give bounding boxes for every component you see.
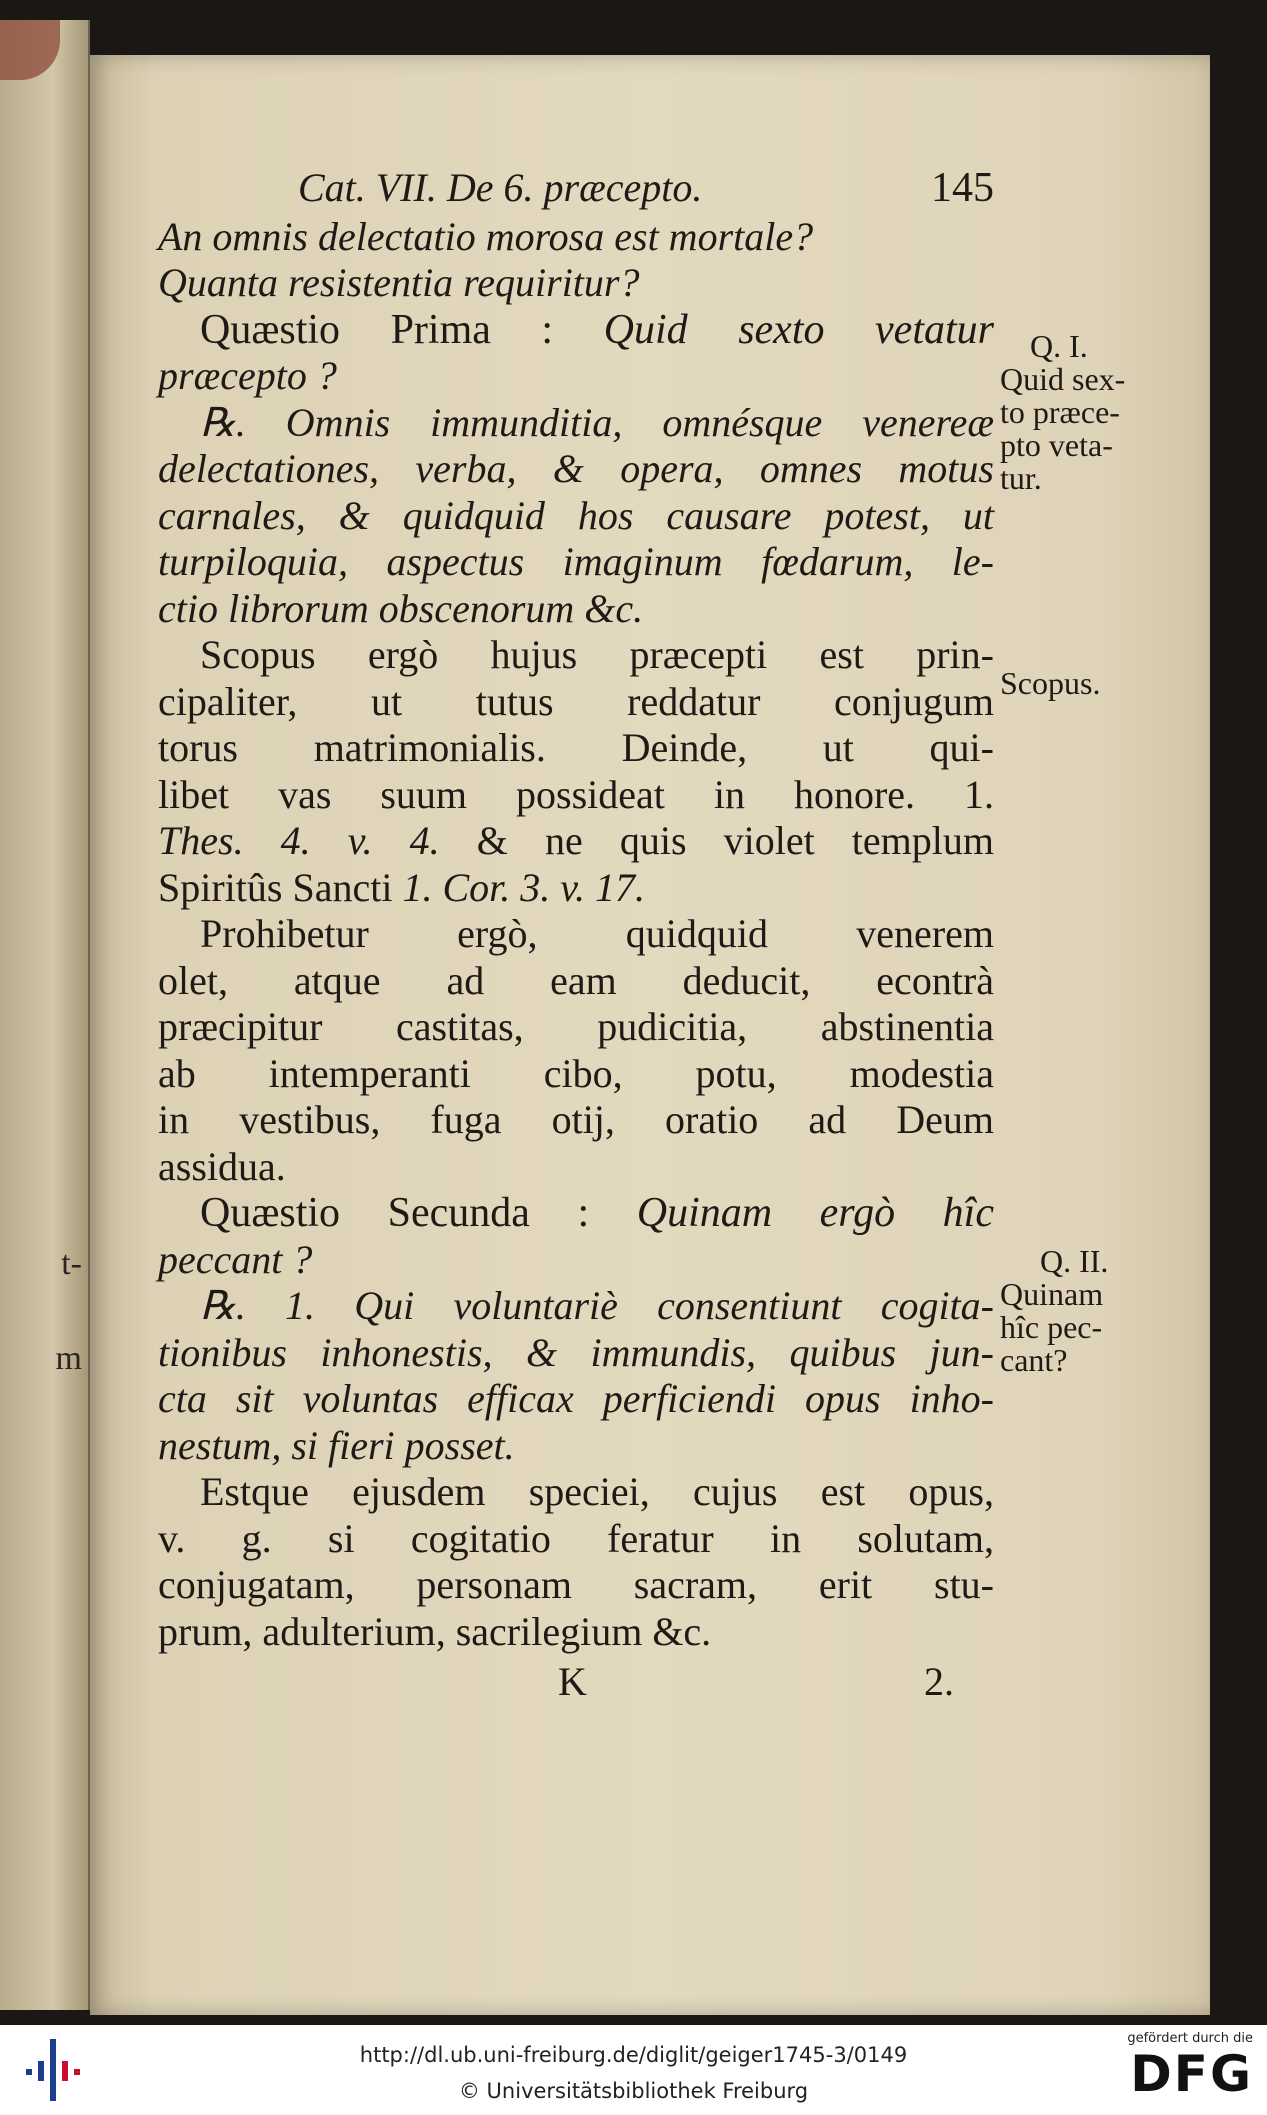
margin-note-line: Scopus. <box>1000 665 1101 701</box>
answer-line: tionibus inhonestis, & immundis, quibus jun- <box>158 1329 994 1375</box>
margin-note-line: Quinam <box>1000 1276 1104 1312</box>
margin-note-line: hîc pec- <box>1000 1309 1103 1345</box>
question-two-heading <box>158 1190 994 1237</box>
copyright-notice: © Universitätsbibliothek Freiburg <box>458 2079 809 2103</box>
margin-note-line: cant? <box>1000 1342 1068 1378</box>
catchword-line <box>158 1659 994 1706</box>
catchword: 2. <box>924 1659 954 1704</box>
paragraph-line: v. g. si cogitatio feratur in solutam, <box>158 1515 994 1561</box>
signature-mark: K <box>558 1659 587 1704</box>
scripture-reference: 1. Cor. 3. v. 17. <box>402 864 646 910</box>
question-one-heading <box>158 307 994 354</box>
paragraph-line: torus matrimonialis. Deinde, ut qui- <box>158 725 994 770</box>
answer-line: ctio librorum obscenorum &c. <box>158 585 644 631</box>
running-head <box>158 165 994 212</box>
paragraph-line: Scopus ergò hujus præcepti est prin- <box>200 632 994 677</box>
answer-line: cta sit voluntas efficax perficiendi opus inho- <box>158 1376 994 1421</box>
page-number: 145 <box>931 165 994 211</box>
question-label: Quæstio Prima : <box>200 306 554 353</box>
facing-page-fragment: t- <box>61 1245 82 1282</box>
paragraph-line: assidua. <box>158 1143 286 1189</box>
viewer-footer <box>0 2025 1267 2115</box>
margin-note-q2 <box>1000 1245 1150 1377</box>
question-label: Quæstio Secunda : <box>200 1190 590 1236</box>
paragraph-line: cipaliter, ut tutus reddatur conjugum <box>158 678 994 724</box>
paragraph-line <box>158 865 994 912</box>
answer-line: ℞. Omnis immunditia, omnésque venereæ <box>200 399 994 445</box>
answer-line: turpiloquia, aspectus imaginum fœdarum, le- <box>158 539 994 584</box>
dfg-funding-badge <box>1113 2031 1253 2111</box>
paragraph-line: prum, adulterium, sacrilegium &c. <box>158 1608 712 1654</box>
margin-note-line: Quid sex- <box>1000 361 1126 397</box>
paragraph-line <box>158 818 994 865</box>
facing-page-edge <box>0 20 90 2010</box>
question-text-continued: peccant ? <box>158 1236 313 1282</box>
question-text-continued: præcepto ? <box>158 353 337 398</box>
dfg-caption: gefördert durch die <box>1127 2031 1253 2046</box>
main-text-column <box>158 165 994 1706</box>
margin-note-scopus <box>1000 667 1150 700</box>
answer-line: delectationes, verba, & opera, omnes motus <box>158 446 994 491</box>
paragraph-line: Estque ejusdem speciei, cujus est opus, <box>200 1469 994 1514</box>
margin-note-q1 <box>1000 330 1150 495</box>
margin-note-line: Q. I. <box>1030 328 1088 364</box>
facing-page-fragment: m <box>55 1340 82 1377</box>
permalink-url[interactable]: http://dl.ub.uni-freiburg.de/diglit/geiger1745-3/0149 <box>359 2043 908 2067</box>
dfg-logo: DFG <box>1130 2045 1253 2103</box>
margin-note-line: tur. <box>1000 460 1042 496</box>
running-head-title: Cat. VII. De 6. præcepto. <box>298 165 703 210</box>
scripture-reference: Thes. 4. v. 4. <box>158 818 440 863</box>
paragraph-line: præcipitur castitas, pudicitia, abstinentia <box>158 1004 994 1049</box>
paragraph-line: in vestibus, fuga otij, oratio ad Deum <box>158 1097 994 1142</box>
margin-note-line: pto veta- <box>1000 427 1113 463</box>
margin-note-line: to præce- <box>1000 394 1120 430</box>
book-page <box>90 55 1210 2015</box>
summary-line: An omnis delectatio morosa est mortale? <box>158 213 814 259</box>
paragraph-text: Spiritûs Sancti <box>158 864 393 910</box>
paragraph-line: olet, atque ad eam deducit, econtrà <box>158 957 994 1003</box>
page-stain <box>0 20 60 80</box>
answer-line: ℞. 1. Qui voluntariè consentiunt cogita- <box>200 1283 994 1328</box>
paragraph-text: & ne quis violet templum <box>476 818 995 863</box>
summary-line: Quanta resistentia requiritur? <box>158 260 640 305</box>
paragraph-line: conjugatam, personam sacram, erit stu- <box>158 1562 994 1607</box>
paragraph-line: ab intemperanti cibo, potu, modestia <box>158 1050 994 1096</box>
question-text: Quinam ergò hîc <box>636 1190 994 1236</box>
question-text: Quid sexto vetatur <box>603 306 995 353</box>
paragraph-line: libet vas suum possideat in honore. 1. <box>158 771 994 817</box>
answer-line: nestum, si fieri posset. <box>158 1422 515 1468</box>
paragraph-line: Prohibetur ergò, quidquid venerem <box>200 911 994 956</box>
answer-line: carnales, & quidquid hos causare potest, ut <box>158 492 994 538</box>
margin-note-line: Q. II. <box>1040 1243 1109 1279</box>
